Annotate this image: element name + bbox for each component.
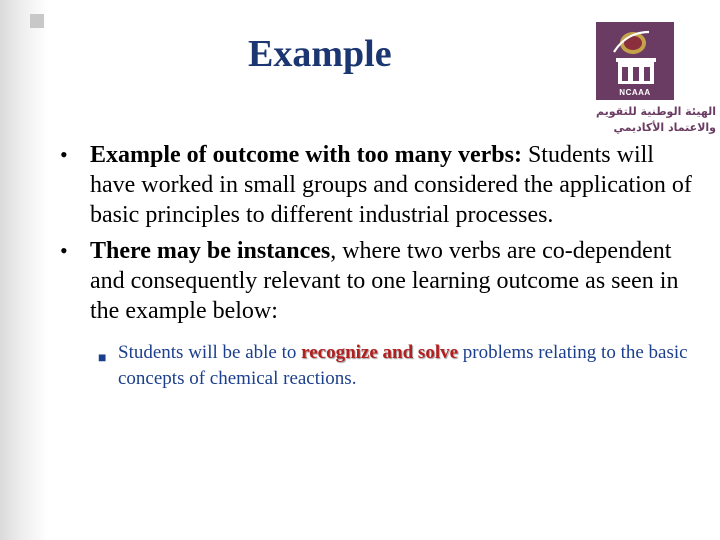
logo-arabic-text [596, 104, 716, 136]
bullet-dot-icon: • [60, 142, 68, 167]
bullet-dot-icon: • [60, 238, 68, 263]
sub-bullet-text-start: Students will be able to [118, 342, 302, 363]
left-decorative-bar [0, 0, 48, 540]
logo-arabic-line-1: الهيئة الوطنية للتقويم [596, 105, 716, 118]
bullet-item [56, 236, 696, 326]
ncaaa-logo [596, 22, 716, 147]
bullet-item [56, 140, 696, 230]
swoosh-icon [612, 28, 650, 58]
highlighted-verbs: recognize and solve [301, 342, 459, 363]
logo-emblem [596, 22, 674, 100]
slide-body [56, 140, 696, 392]
corner-notch [30, 14, 44, 28]
logo-wordmark: NCAAA [619, 88, 651, 97]
square-bullet-icon: ■ [98, 351, 107, 366]
building-icon [614, 56, 658, 86]
bullet-text: Students will have worked in small groups and considered the application of basic principles to different industrial processes. [90, 142, 692, 228]
slide-title: Example [248, 33, 392, 75]
bullet-bold-text: Example of outcome with too many verbs: [90, 142, 522, 168]
logo-arabic-line-2: والاعتماد الأكاديمي [613, 121, 716, 134]
sub-bullet-text-end: problems relating to the basic concepts of chemical reactions. [118, 342, 688, 389]
bullet-bold-text: There may be instances [90, 238, 331, 264]
bullet-text: , where two verbs are co-dependent and consequently relevant to one learning outcome as seen in the example below: [90, 238, 679, 324]
sub-bullet-item [90, 340, 696, 392]
